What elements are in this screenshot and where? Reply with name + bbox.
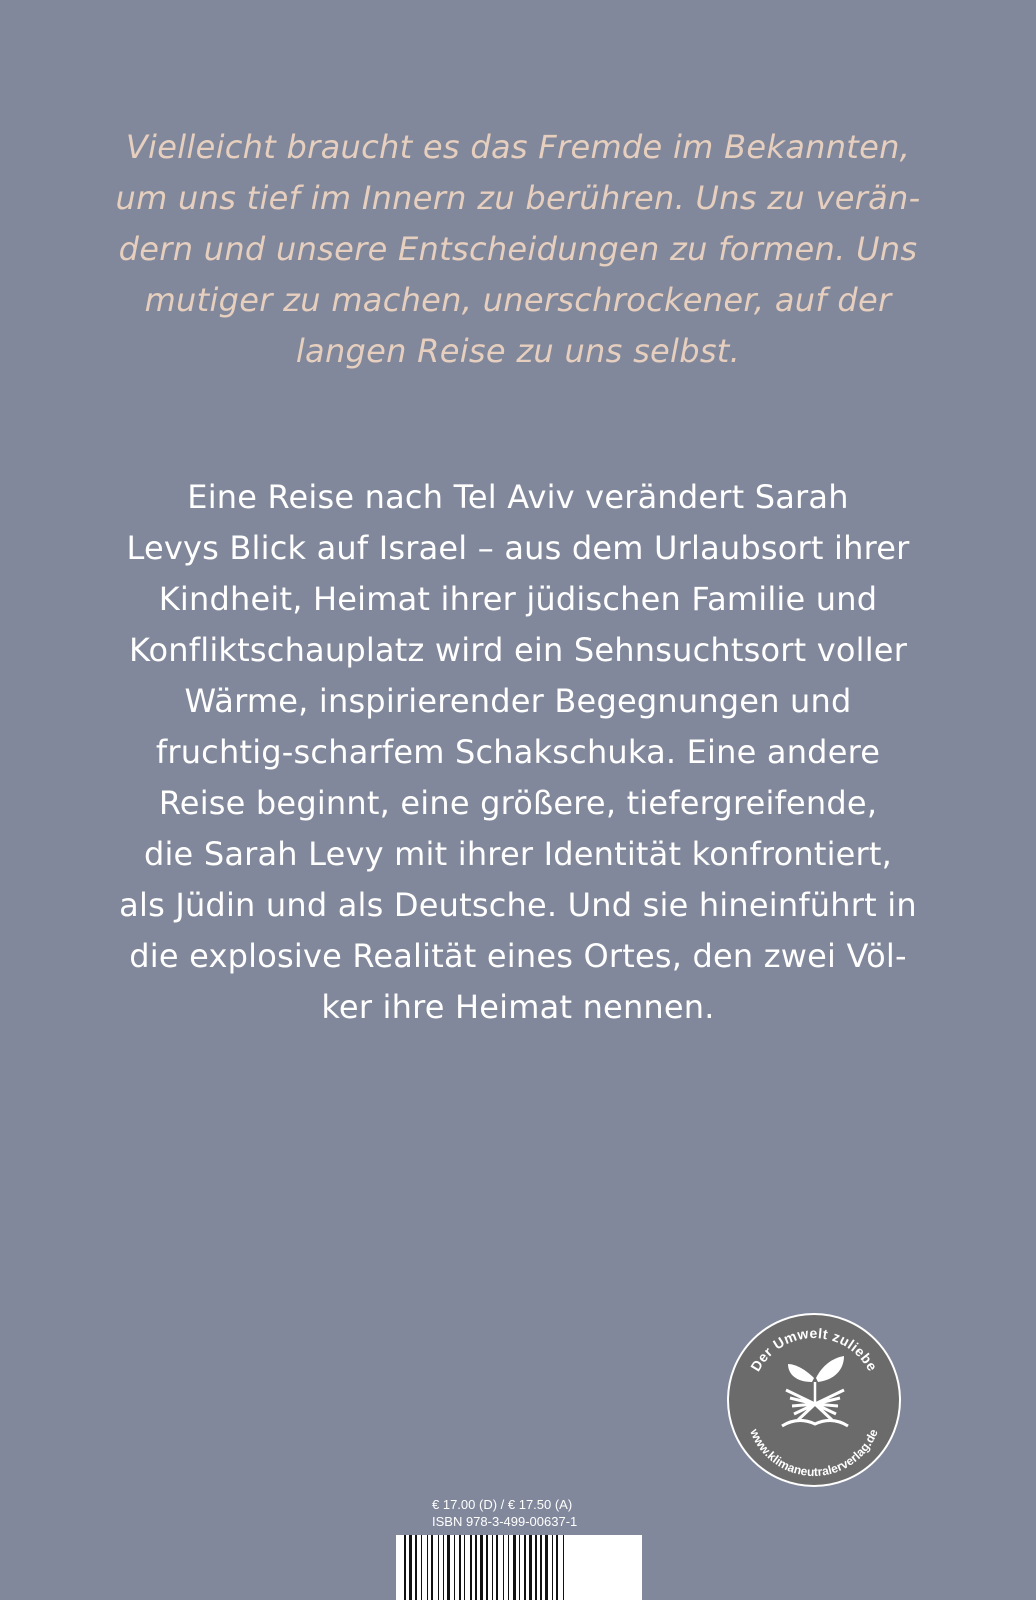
quote-line: um uns tief im Innern zu berühren. Uns zu verän- xyxy=(115,179,921,217)
book-blurb xyxy=(90,472,946,1033)
barcode-bar xyxy=(438,1535,439,1600)
barcode-bar xyxy=(496,1535,498,1600)
isbn-text: ISBN 978-3-499-00637-1 xyxy=(432,1514,578,1529)
blurb-line: Kindheit, Heimat ihrer jüdischen Familie und xyxy=(158,580,878,618)
blurb-line: Konfliktschauplatz wird ein Sehnsuchtsort voller xyxy=(128,631,908,669)
price-block xyxy=(432,1496,577,1530)
quote-line: Vielleicht braucht es das Fremde im Bekannten, xyxy=(125,128,911,166)
barcode-bar xyxy=(443,1535,444,1600)
barcode-bar xyxy=(459,1535,461,1600)
blurb-line: fruchtig-scharfem Schakschuka. Eine andere xyxy=(155,733,881,771)
barcode-bar xyxy=(552,1535,553,1600)
blurb-line: die explosive Realität eines Ortes, den zwei Völ- xyxy=(129,937,907,975)
barcode-bar xyxy=(513,1535,516,1600)
barcode-bar xyxy=(563,1535,564,1600)
barcode-bar xyxy=(447,1535,450,1600)
barcode-bar xyxy=(464,1535,465,1600)
barcode-bar xyxy=(545,1535,548,1600)
blurb-line: ker ihre Heimat nennen. xyxy=(321,988,715,1026)
barcode-bar xyxy=(470,1535,472,1600)
barcode-bar xyxy=(486,1535,488,1600)
blurb-line: Wärme, inspirierender Begegnungen und xyxy=(184,682,852,720)
cover-quote xyxy=(96,122,940,377)
seal-bottom-text: www.klimaneutralerverlag.de xyxy=(747,1426,881,1480)
blurb-line: die Sarah Levy mit ihrer Identität konfrontiert, xyxy=(143,835,893,873)
barcode-bar xyxy=(404,1535,406,1600)
barcode-bar xyxy=(503,1535,504,1600)
barcode-bar xyxy=(415,1535,417,1600)
barcode-bar xyxy=(421,1535,422,1600)
barcode-bar xyxy=(475,1535,477,1600)
barcode-bar xyxy=(508,1535,509,1600)
blurb-line: als Jüdin und als Deutsche. Und sie hineinführt in xyxy=(119,886,917,924)
barcode-bar xyxy=(535,1535,537,1600)
quote-line: dern und unsere Entscheidungen zu formen. Uns xyxy=(118,230,918,268)
barcode-bar xyxy=(431,1535,433,1600)
barcode-bar xyxy=(480,1535,483,1600)
seal-top-text: Der Umwelt zuliebe xyxy=(747,1324,881,1374)
barcode-bar xyxy=(519,1535,520,1600)
quote-line: langen Reise zu uns selbst. xyxy=(295,332,741,370)
eco-seal-icon xyxy=(726,1312,902,1488)
blurb-line: Reise beginnt, eine größere, tiefergreifende, xyxy=(158,784,878,822)
barcode-bar xyxy=(540,1535,542,1600)
barcode-bar xyxy=(492,1535,493,1600)
quote-line: mutiger zu machen, unerschrockener, auf der xyxy=(144,281,892,319)
blurb-line: Eine Reise nach Tel Aviv verändert Sarah xyxy=(187,478,849,516)
barcode-bar xyxy=(529,1535,532,1600)
barcode-bar xyxy=(409,1535,412,1600)
blurb-line: Levys Blick auf Israel – aus dem Urlaubsort ihrer xyxy=(126,529,910,567)
barcode-bar xyxy=(427,1535,428,1600)
price-text: € 17.00 (D) / € 17.50 (A) xyxy=(432,1497,573,1512)
barcode-bar xyxy=(556,1535,558,1600)
barcode-bar xyxy=(524,1535,526,1600)
barcode xyxy=(396,1535,642,1600)
barcode-bar xyxy=(454,1535,455,1600)
